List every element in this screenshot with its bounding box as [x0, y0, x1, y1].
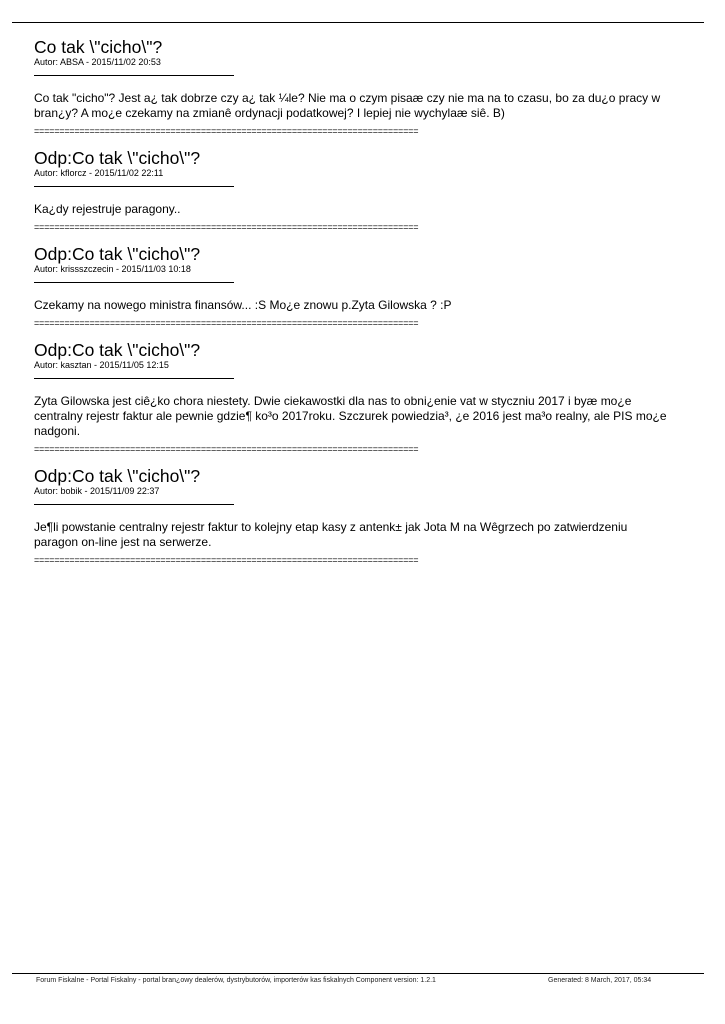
post — [34, 148, 674, 232]
footer-generated-date: Generated: 8 March, 2017, 05:34 — [548, 977, 652, 984]
post-body: Je¶li powstanie centralny rejestr faktur to kolejny etap kasy z antenk± jak Jota M na Wêgrzech po zatwierdzeniu paragon on-line jest na serwerze. — [34, 520, 628, 549]
post — [34, 37, 674, 136]
post-author-date: Autor: krissszczecin - 2015/11/03 10:18 — [34, 264, 191, 274]
post — [34, 340, 674, 454]
post-body: Czekamy na nowego ministra finansów... :S Mo¿e znowu p.Zyta Gilowska ? :P — [34, 298, 452, 312]
post-author-date: Autor: bobik - 2015/11/09 22:37 — [34, 486, 160, 496]
post-title: Odp:Co tak \"cicho\"? — [34, 148, 201, 168]
post-title: Odp:Co tak \"cicho\"? — [34, 244, 201, 264]
meta-divider — [34, 186, 234, 187]
post-title: Odp:Co tak \"cicho\"? — [34, 340, 201, 360]
post — [34, 466, 674, 565]
post-separator: ============================================================================ — [34, 555, 419, 565]
post-separator: ============================================================================ — [34, 444, 419, 454]
meta-divider — [34, 75, 234, 76]
post — [34, 244, 674, 328]
post-separator: ============================================================================ — [34, 126, 419, 136]
meta-divider — [34, 378, 234, 379]
post-title: Odp:Co tak \"cicho\"? — [34, 466, 201, 486]
post-body: Zyta Gilowska jest ciê¿ko chora niestety. Dwie ciekawostki dla nas to obni¿enie vat w styczniu 2017 i byæ mo¿e centralny rejestr faktur ale pewnie gdzie¶ ko³o 2017roku. Szczurek powiedzia³, ¿e 2016 jest ma³o realny, ale PIS mo¿e nadgoni. — [34, 394, 667, 438]
post-author-date: Autor: kflorcz - 2015/11/02 22:11 — [34, 168, 164, 178]
post-author-date: Autor: ABSA - 2015/11/02 20:53 — [34, 57, 161, 67]
footer-rule — [12, 973, 704, 974]
post-separator: ============================================================================ — [34, 222, 419, 232]
top-rule — [12, 22, 704, 23]
post-list — [34, 37, 674, 565]
footer-site-info: Forum Fiskalne - Portal Fiskalny - portal bran¿owy dealerów, dystrybutorów, importerów kas fiskalnych Component version: 1.2.1 — [36, 977, 436, 984]
meta-divider — [34, 504, 234, 505]
post-body: Ka¿dy rejestruje paragony.. — [34, 202, 181, 216]
post-separator: ============================================================================ — [34, 318, 419, 328]
post-author-date: Autor: kasztan - 2015/11/05 12:15 — [34, 360, 169, 370]
post-body: Co tak "cicho"? Jest a¿ tak dobrze czy a¿ tak ¼le? Nie ma o czym pisaæ czy nie ma na to czasu, bo za du¿o pracy w bran¿y? A mo¿e czekamy na zmianê ordynacji podatkowej? I lepiej nie wychylaæ siê. B) — [34, 91, 661, 120]
meta-divider — [34, 282, 234, 283]
post-title: Co tak \"cicho\"? — [34, 37, 163, 57]
